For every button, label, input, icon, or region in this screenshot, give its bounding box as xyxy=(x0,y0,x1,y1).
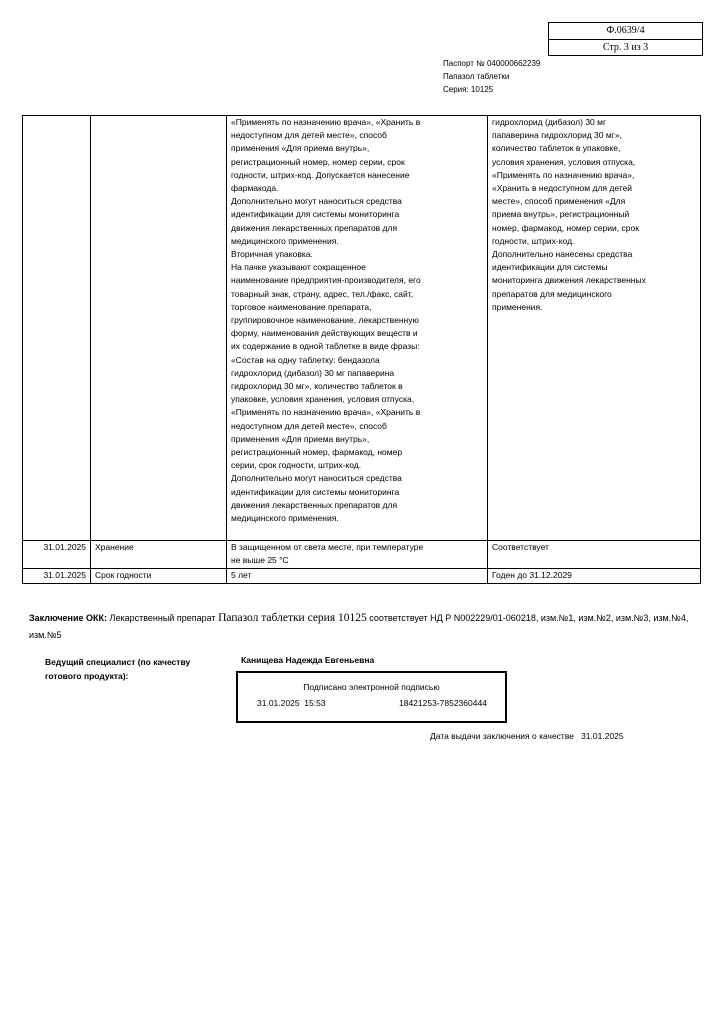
result-cell: Соответствует xyxy=(488,541,701,569)
quality-table xyxy=(22,115,701,584)
conclusion-prefix: Лекарственный препарат xyxy=(109,613,216,623)
product-name: Папазол таблетки xyxy=(443,72,510,81)
table-row xyxy=(23,541,701,569)
conclusion-product: Папазол таблетки серия 10125 xyxy=(218,612,367,624)
series-number: Серия: 10125 xyxy=(443,85,494,94)
conclusion-rest: соответствует НД Р N002229/01-060218, изм.№1, изм.№2, изм.№3, изм.№4, изм.№5 xyxy=(29,613,689,640)
issue-date: 31.01.2025 xyxy=(581,731,624,741)
date-cell: 31.01.2025 xyxy=(23,569,91,584)
stamp-title: Подписано электронной подписью xyxy=(303,682,440,692)
conclusion-label: Заключение ОКК: xyxy=(29,613,108,623)
passport-number: Паспорт № 040000662239 xyxy=(443,59,541,68)
signature-datetime: 31.01.2025 15:53 xyxy=(257,698,326,708)
indicator-cell: Срок годности xyxy=(91,569,227,584)
issue-label: Дата выдачи заключения о качестве xyxy=(430,731,574,741)
result-cell: гидрохлорид (дибазол) 30 мг папаверина гидрохлорид 30 мг», количество таблеток в упаковке, условия хранения, условия отпуска, «Применять по назначению врача», «Хранить в недоступном для детей месте», способ применения «Для приема внутрь», регистрационный номер, фармакод, номер серии, срок годности, штрих-код. Дополнительно нанесены средства идентификации для системы мониторинга движения лекарственных препаратов для медицинского применения. xyxy=(488,116,701,541)
requirement-cell: 5 лет xyxy=(227,569,488,584)
e-signature-stamp xyxy=(236,671,507,723)
certificate-number: 18421253-7852360444 xyxy=(399,698,487,708)
form-code: Ф.0639/4 xyxy=(549,23,702,40)
requirement-cell: «Применять по назначению врача», «Хранить в недоступном для детей месте», способ применения «Для приема внутрь», регистрационный номер, номер серии, срок годности, штрих-код. Допускается нанесение фармакода. Дополнительно могут наноситься средства идентификации для системы мониторинга движения лекарственных препаратов для медицинского применения. Вторичная упаковка. На пачке указывают сокращенное наименование предприятия-производителя, его товарный знак, страну, адрес, тел./факс, сайт, торговое наименование препарата, группировочное наименование, лекарственную форму, наименования действующих веществ и их содержание в одной таблетке в виде фразы: «Состав на одну таблетку: бендазола гидрохлорид (дибазол) 30 мг папаверина гидрохлорид 30 мг», количество таблеток в упаковке, условия хранения, условия отпуска, «Применять по назначению врача», «Хранить в недоступном для детей месте», способ применения «Для приема внутрь», регистрационный номер, фармакод, номер серии, срок годности, штрих-код. Дополнительно могут наноситься средства идентификации для системы мониторинга движения лекарственных препаратов для медицинского применения. xyxy=(227,116,488,541)
indicator-cell: Хранение xyxy=(91,541,227,569)
requirement-cell: В защищенном от света месте, при температуре не выше 25 °С xyxy=(227,541,488,569)
page-number: Стр. 3 из 3 xyxy=(602,42,649,53)
result-cell: Годен до 31.12.2029 xyxy=(488,569,701,584)
specialist-name: Канищева Надежда Евгеньевна xyxy=(241,655,375,665)
form-code-box xyxy=(548,22,703,56)
table-row xyxy=(23,569,701,584)
indicator-cell xyxy=(91,116,227,541)
specialist-role: Ведущий специалист (по качеству готового продукта): xyxy=(45,657,191,681)
table-row xyxy=(23,116,701,541)
date-cell: 31.01.2025 xyxy=(23,541,91,569)
issue-date-line xyxy=(430,731,624,741)
conclusion xyxy=(29,610,689,644)
date-cell xyxy=(23,116,91,541)
